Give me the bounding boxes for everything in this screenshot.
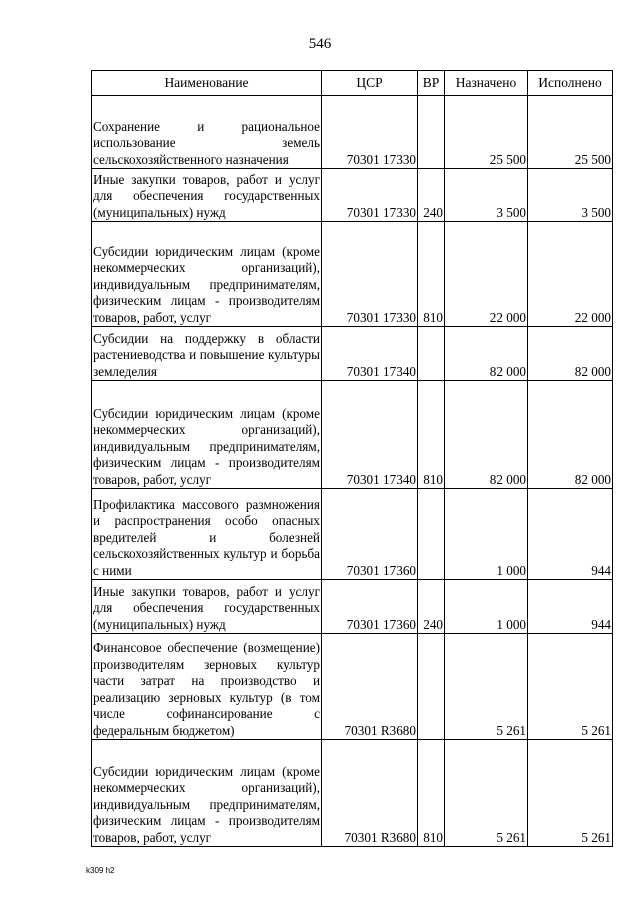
- row-vr: 240: [418, 580, 445, 634]
- row-vr: [418, 489, 445, 580]
- row-executed: 5 261: [528, 740, 613, 847]
- row-planned: 1 000: [445, 580, 528, 634]
- table-header-row: [92, 71, 613, 96]
- row-csr: 70301 17330: [322, 222, 418, 327]
- row-csr: 70301 R3680: [322, 634, 418, 740]
- row-vr: [418, 96, 445, 169]
- row-name: Профилактика массового размножения и распространения особо опасных вредителей и болезней сельскохозяйственных культур и борьба с ними: [92, 489, 322, 580]
- page-number: 546: [308, 36, 332, 52]
- row-csr: 70301 R3680: [322, 740, 418, 847]
- row-executed: 944: [528, 580, 613, 634]
- row-name: Субсидии на поддержку в области растениеводства и повышение культуры земледелия: [92, 327, 322, 381]
- row-executed: 3 500: [528, 169, 613, 222]
- row-executed: 22 000: [528, 222, 613, 327]
- header-name: Наименование: [92, 71, 322, 96]
- row-executed: 944: [528, 489, 613, 580]
- row-vr: [418, 634, 445, 740]
- table-row: [92, 222, 613, 327]
- row-name: Сохранение и рациональное использование земель сельскохозяйственного назначения: [92, 96, 322, 169]
- row-vr: 810: [418, 381, 445, 489]
- row-csr: 70301 17330: [322, 169, 418, 222]
- header-csr: ЦСР: [322, 71, 418, 96]
- row-planned: 82 000: [445, 327, 528, 381]
- row-csr: 70301 17360: [322, 580, 418, 634]
- row-planned: 82 000: [445, 381, 528, 489]
- row-planned: 3 500: [445, 169, 528, 222]
- row-vr: [418, 327, 445, 381]
- table-row: [92, 381, 613, 489]
- row-name: Субсидии юридическим лицам (кроме некоммерческих организаций), индивидуальным предпринимателям, физическим лицам - производителям товаров, работ, услуг: [92, 381, 322, 489]
- row-vr: 810: [418, 222, 445, 327]
- row-name: Финансовое обеспечение (возмещение) производителям зерновых культур части затрат на производство и реализацию зерновых культур (в том числе софинансирование с федеральным бюджетом): [92, 634, 322, 740]
- row-executed: 25 500: [528, 96, 613, 169]
- row-planned: 22 000: [445, 222, 528, 327]
- row-csr: 70301 17340: [322, 381, 418, 489]
- row-vr: 810: [418, 740, 445, 847]
- row-planned: 25 500: [445, 96, 528, 169]
- budget-table: [91, 70, 613, 847]
- row-name: Иные закупки товаров, работ и услуг для обеспечения государственных (муниципальных) нужд: [92, 580, 322, 634]
- row-executed: 5 261: [528, 634, 613, 740]
- table-row: [92, 740, 613, 847]
- row-planned: 5 261: [445, 740, 528, 847]
- row-csr: 70301 17360: [322, 489, 418, 580]
- row-name: Субсидии юридическим лицам (кроме некоммерческих организаций), индивидуальным предпринимателям, физическим лицам - производителям товаров, работ, услуг: [92, 740, 322, 847]
- header-planned: Назначено: [445, 71, 528, 96]
- row-planned: 1 000: [445, 489, 528, 580]
- row-vr: 240: [418, 169, 445, 222]
- row-name: Иные закупки товаров, работ и услуг для обеспечения государственных (муниципальных) нужд: [92, 169, 322, 222]
- row-csr: 70301 17330: [322, 96, 418, 169]
- table-row: [92, 96, 613, 169]
- header-vr: ВР: [418, 71, 445, 96]
- table-row: [92, 634, 613, 740]
- table-row: [92, 489, 613, 580]
- row-csr: 70301 17340: [322, 327, 418, 381]
- row-planned: 5 261: [445, 634, 528, 740]
- table-row: [92, 169, 613, 222]
- table-row: [92, 327, 613, 381]
- header-executed: Исполнено: [528, 71, 613, 96]
- row-name: Субсидии юридическим лицам (кроме некоммерческих организаций), индивидуальным предпринимателям, физическим лицам - производителям товаров, работ, услуг: [92, 222, 322, 327]
- row-executed: 82 000: [528, 381, 613, 489]
- row-executed: 82 000: [528, 327, 613, 381]
- footer-code: k309 h2: [86, 866, 115, 875]
- table-row: [92, 580, 613, 634]
